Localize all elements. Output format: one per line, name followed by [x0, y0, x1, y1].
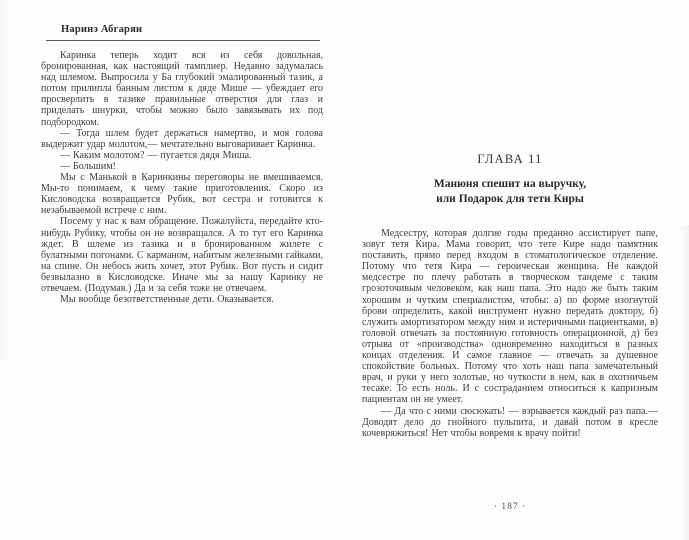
- paragraph: — Каким молотом? — пугается дядя Миша.: [60, 149, 252, 161]
- left-page-body: [41, 50, 323, 305]
- paragraph: Каринка теперь ходит вся из себя довольная, бронированная, как настоящий тамплиер. Недавно задумалась над шлемом. Выпросила у Ба глубокий эмалированный тазик, а потом прилипла банным листом к дяде Мише — убеждает его просверлить в тазике правильные отверстия для глаз и приделать шнурки, чтобы можно было завязывать их под подбородком.: [41, 50, 323, 128]
- paragraph: — Да что с ними сюсюкать! — взрывается каждый раз папа.— Доводят дело до гнойного пульпита, и давай потом в кресле кочевряжиться! Нет чтобы вовремя к врачу пойти!: [362, 405, 658, 439]
- chapter-title: [362, 177, 658, 207]
- paragraph: — Большим!: [60, 160, 116, 172]
- right-page-body: [362, 228, 658, 439]
- page-number: · 187 ·: [493, 502, 527, 512]
- running-header-author: Наринэ Абгарян: [61, 24, 143, 35]
- left-page: [41, 24, 323, 305]
- header-rule: [46, 40, 320, 41]
- chapter-title-line: Манюня спешит на выручку,: [433, 178, 587, 190]
- right-page: [362, 0, 658, 540]
- paragraph: Медсестру, которая долгие годы преданно ассистирует папе, зовут тетя Кира. Мама говорит, что тете Кире надо памятник поставить, прямо перед входом в стоматологическое отделение. Потому что тетя Кира — героическая женщина. Не каждой медсестре по плечу работать в творческом тандеме с таким грозоточивым человеком, как наш папа. Это надо же быть таким хорошим и чутким специалистом, чтобы: а) по форме изогнутой брови определить, какой инструмент нужно передать доктору, б) служить амортизатором между ним и истеричными пациентками, в) головой отвечать за постоянную готовность операционной, д) без отрыва от «производства» одновременно находиться в разных концах отделения. И самое главное — отвечать за душевное спокойствие больных. Потому что хоть наш папа замечательный врач, и руки у него золотые, но чуткости в нем, как в охотничьем тесаке. То есть ноль. И с состраданием относиться к капризным пациентам он не умеет.: [362, 228, 658, 406]
- paragraph: Мы с Манькой в Каринкины переговоры не вмешиваемся. Мы-то понимаем, к чему такие приготовления. Скоро из Кисловодска возвращается Рубик, вот сестра и готовится к незабываемой встрече с ним.: [41, 172, 323, 217]
- paragraph: Мы вообще безответственные дети. Оказывается.: [60, 294, 274, 306]
- chapter-title-line: или Подарок для тети Киры: [436, 193, 584, 205]
- paragraph: — Тогда шлем будет держаться намертво, и моя голова выдержит удар молотом,— мечтательно выговаривает Каринка.: [41, 127, 323, 150]
- paragraph: Посему у нас к вам обращение. Пожалуйста, передайте кто-нибудь Рубику, чтобы он не возвращался. А то тут его Каринка ждет. В шлеме из тазика и в бронированном жилете с булатными погонами. С карманом, набитым железными гайками, на спине. Он небось жить хочет, этот Рубик. Вот пусть и сидит безвылазно в Кисловодске. Иначе мы за нашу Каринку не отвечаем. (Подумав.) Да и за себя тоже не отвечаем.: [41, 216, 323, 294]
- chapter-label: ГЛАВА 11: [477, 152, 543, 166]
